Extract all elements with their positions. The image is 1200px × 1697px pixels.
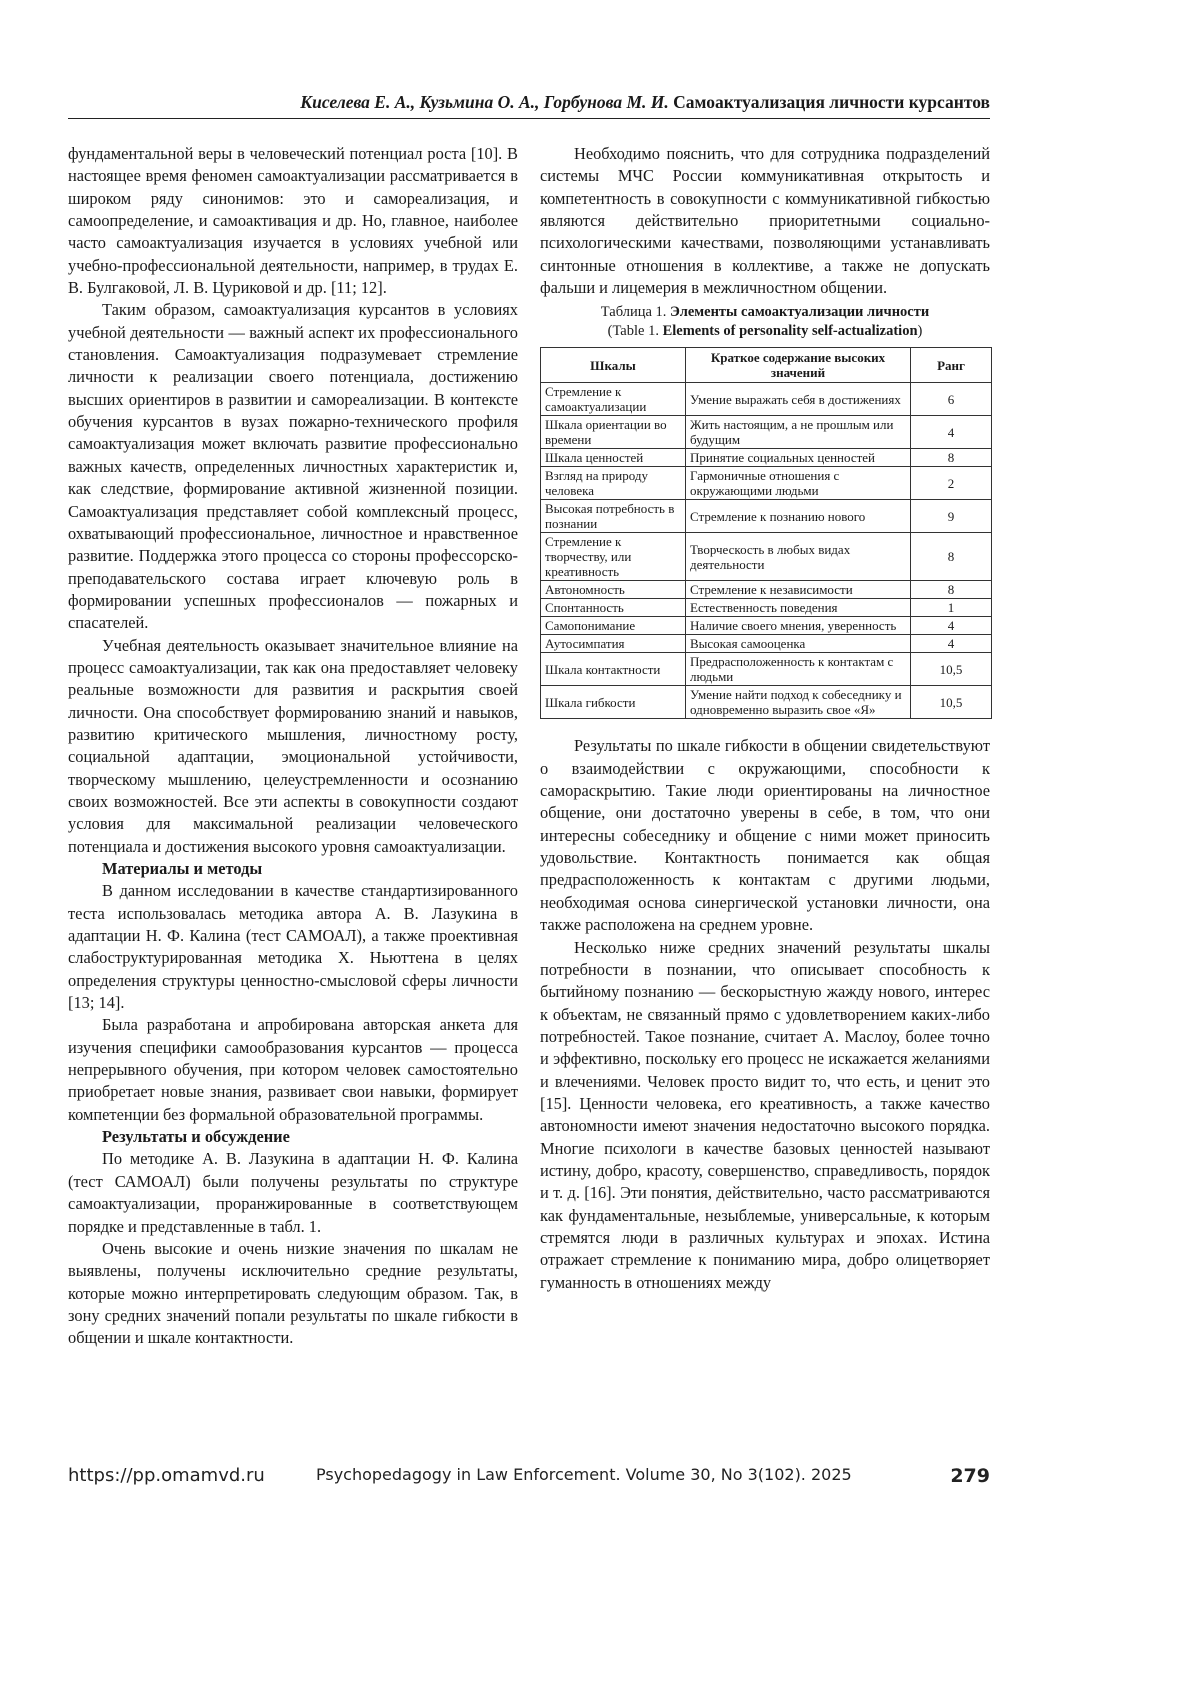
cell-rank: 8 [911,533,992,581]
cell-scale: Взгляд на природу человека [541,467,686,500]
cell-content: Естественность поведения [686,599,911,617]
caption-en-prefix: (Table 1. [608,323,659,339]
table-row [541,467,992,500]
paragraph: Таким образом, самоактуализация курсантов в условиях учебной деятельности — важный аспект их профессионального становления. Самоактуализация подразумевает стремление личности к реализации своего потенциала, достижению высших ориентиров в развитии и самореализации. В контексте обучения курсантов в вузах пожарно-технического профиля самоактуализация может включать развитие профессионально важных качеств, определенных личностных характеристик и, как следствие, формирование активной жизненной позиции. Самоактуализация представляет собой комплексный процесс, охватывающий профессиональное, личностное и нравственное развитие. Поддержка этого процесса со стороны профессорско-преподавательского состава играет ключевую роль в формировании успешных профессионалов — пожарных и спасателей. [68,299,518,634]
cell-scale: Стремление к творчеству, или креативность [541,533,686,581]
cell-rank: 6 [911,383,992,416]
table-row [541,383,992,416]
header-scale: Шкалы [541,348,686,383]
cell-content: Принятие социальных ценностей [686,449,911,467]
header-rule [68,118,990,119]
cell-scale: Автономность [541,581,686,599]
cell-scale: Шкала ориентации во времени [541,416,686,449]
paragraph: Необходимо пояснить, что для сотрудника подразделений системы МЧС России коммуникативная открытость и компетентность в совокупности с коммуникативной гибкостью являются действительно приоритетными социально-психологическими качествами, позволяющими устанавливать синтонные отношения в коллективе, а также не допускать фальши и лицемерия в межличностном общении. [540,143,990,299]
cell-rank: 4 [911,635,992,653]
paragraph: Результаты по шкале гибкости в общении свидетельствуют о взаимодействии с окружающими, способности к самораскрытию. Такие люди ориентированы на личностное общение, они достаточно уверены в себе, в том, что они интересны собеседнику и общение с ними может приносить удовольствие. Контактность понимается как общая предрасположенность к контактам с другими людьми, необходимая основа синергической установки личности, она также расположена на среднем уровне. [540,735,990,936]
running-header [68,92,990,113]
paragraph: Учебная деятельность оказывает значительное влияние на процесс самоактуализации, так как она предоставляет человеку реальные возможности для развития и раскрытия своей личности. Она способствует формированию знаний и навыков, развитию критического мышления, личностному росту, социальной адаптации, эмоциональной устойчивости, творческому мышлению, целеустремленности и осознанию своих возможностей. Все эти аспекты в совокупности создают условия для максимальной реализации человеческого потенциала и достижения высокого уровня самоактуализации. [68,635,518,858]
table-row [541,599,992,617]
section-heading: Результаты и обсуждение [68,1126,518,1148]
caption-prefix: Таблица 1. [601,304,667,320]
table-row [541,686,992,719]
cell-scale: Шкала гибкости [541,686,686,719]
cell-content: Умение выражать себя в достижениях [686,383,911,416]
header-authors: Киселева Е. А., Кузьмина О. А., Горбунова М. И. [300,92,669,112]
paragraph: В данном исследовании в качестве стандартизированного теста использовалась методика автора А. В. Лазукина в адаптации Н. Ф. Калина (тест САМОАЛ), а также проективная слабоструктурированная методика Х. Ньюттена в целях определения структуры ценностно-смысловой сферы личности [13; 14]. [68,880,518,1014]
cell-rank: 10,5 [911,653,992,686]
cell-rank: 8 [911,581,992,599]
left-column [68,143,518,1350]
table-row [541,635,992,653]
cell-content: Высокая самооценка [686,635,911,653]
header-content: Краткое содержание высоких значений [686,348,911,383]
journal-name: Psychopedagogy in Law Enforcement. Volume 30, No 3(102). 2025 [316,1465,852,1484]
caption-title: Элементы самоактуализации личности [670,304,929,320]
caption-en-suffix: ) [918,323,923,339]
cell-rank: 8 [911,449,992,467]
paragraph: Несколько ниже средних значений результаты шкалы потребности в познании, что описывает способность к бытийному познанию — бескорыстную жажду нового, интерес к объектам, не связанный прямо с удовлетворением каких-либо потребностей. Такое познание, считает А. Маслоу, более точно и эффективно, поскольку его процесс не искажается желаниями и влечениями. Человек просто видит то, что есть, и ценит это [15]. Ценности человека, его креативность, а также качество автономности имеют значения недостаточно высокого порядка. Многие психологи в качестве базовых ценностей называют истину, добро, красоту, совершенство, справедливость, порядок и т. д. [16]. Эти понятия, действительно, часто рассматриваются как фундаментальные, незыблемые, универсальные, к которым стремятся люди в различных культурах и эпохах. Истина отражает стремление к пониманию мира, добро олицетворяет гуманность в отношениях между [540,937,990,1295]
page-number: 279 [950,1465,990,1487]
cell-rank: 9 [911,500,992,533]
header-title: Самоактуализация личности курсантов [673,92,990,112]
table-row [541,449,992,467]
table-row [541,617,992,635]
header-rank: Ранг [911,348,992,383]
cell-rank: 1 [911,599,992,617]
cell-scale: Аутосимпатия [541,635,686,653]
table-row [541,500,992,533]
cell-content: Умение найти подход к собеседнику и одновременно выразить свое «Я» [686,686,911,719]
caption-en-title: Elements of personality self-actualization [663,323,918,339]
journal-url[interactable]: https://pp.omamvd.ru [68,1465,265,1486]
cell-content: Стремление к познанию нового [686,500,911,533]
cell-content: Жить настоящим, а не прошлым или будущим [686,416,911,449]
table-row [541,653,992,686]
cell-content: Творческость в любых видах деятельности [686,533,911,581]
cell-content: Наличие своего мнения, уверенность [686,617,911,635]
cell-rank: 4 [911,617,992,635]
table-row [541,416,992,449]
page [0,0,1200,1697]
cell-scale: Шкала контактности [541,653,686,686]
cell-content: Гармоничные отношения с окружающими людьми [686,467,911,500]
cell-scale: Шкала ценностей [541,449,686,467]
section-heading: Материалы и методы [68,858,518,880]
paragraph: Была разработана и апробирована авторская анкета для изучения специфики самообразования курсантов — процесса непрерывного обучения, при котором человек самостоятельно приобретает новые знания, развивает свои навыки, формирует компетенции без формальной образовательной программы. [68,1014,518,1126]
paragraph: Очень высокие и очень низкие значения по шкалам не выявлены, получены исключительно средние результаты, которые можно интерпретировать следующим образом. Так, в зону средних значений попали результаты по шкале гибкости в общении и шкале контактности. [68,1238,518,1350]
table-caption [540,303,990,341]
cell-content: Стремление к независимости [686,581,911,599]
paragraph: По методике А. В. Лазукина в адаптации Н. Ф. Калина (тест САМОАЛ) были получены результаты по структуре самоактуализации, проранжированные в соответствующем порядке и представленные в табл. 1. [68,1148,518,1237]
data-table [540,347,992,719]
right-column [540,143,990,1294]
cell-rank: 2 [911,467,992,500]
cell-rank: 4 [911,416,992,449]
paragraph: фундаментальной веры в человеческий потенциал роста [10]. В настоящее время феномен самоактуализации рассматривается в широком ряду синонимов: это и самореализация, и самоопределение, и самоактивация и др. Но, главное, наиболее часто самоактуализация изучается в условиях учебной или учебно-профессиональной деятельности, например, в трудах Е. В. Булгаковой, Л. В. Цуриковой и др. [11; 12]. [68,143,518,299]
cell-scale: Высокая потребность в познании [541,500,686,533]
cell-content: Предрасположенность к контактам с людьми [686,653,911,686]
cell-scale: Самопонимание [541,617,686,635]
cell-scale: Спонтанность [541,599,686,617]
cell-rank: 10,5 [911,686,992,719]
table-row [541,581,992,599]
table-row [541,533,992,581]
cell-scale: Стремление к самоактуализации [541,383,686,416]
